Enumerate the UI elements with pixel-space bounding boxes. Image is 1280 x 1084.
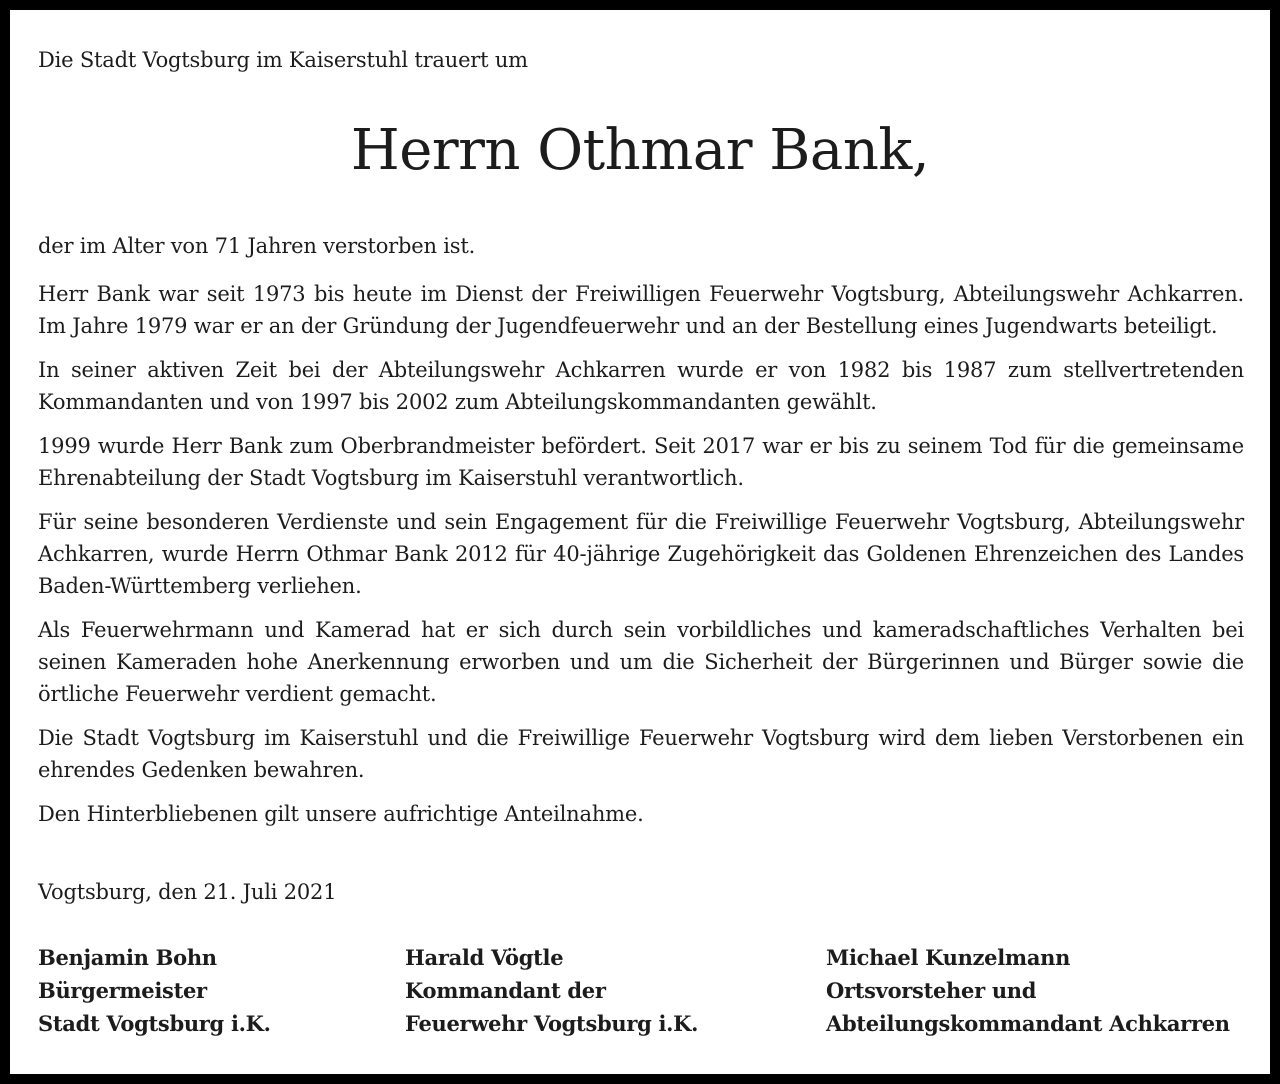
paragraph-remembrance: Die Stadt Vogtsburg im Kaiserstuhl und die Freiwillige Feuerwehr Vogtsburg wird dem lieben Verstorbenen ein ehrendes Gedenken bewahren. [38,726,1244,782]
signature-block [10,941,1270,1051]
place-date-line: Vogtsburg, den 21. Juli 2021 [38,880,337,904]
obituary-notice [10,10,1270,1074]
signatory-org: Stadt Vogtsburg i.K. [38,1011,271,1036]
signatory-role: Kommandant der [405,978,606,1003]
deceased-name: Herrn Othmar Bank, [350,118,930,183]
obituary-body [38,230,1244,842]
paragraph-age: der im Alter von 71 Jahren verstorben ist. [38,234,476,258]
paragraph-honors: Für seine besonderen Verdienste und sein Engagement für die Freiwillige Feuerwehr Vogtsburg, Abteilungswehr Achkarren, wurde Herrn Othmar Bank 2012 für 40-jährige Zugehörigkeit das Goldenen Ehrenzeichen des Landes Baden-Württemberg verliehen. [38,510,1244,598]
signatory-role: Bürgermeister [38,978,207,1003]
paragraph-active-time: In seiner aktiven Zeit bei der Abteilungswehr Achkarren wurde er von 1982 bis 1987 zum stellvertretenden Kommandanten und von 1997 bis 2002 zum Abteilungskommandanten gewählt. [38,358,1244,414]
signatory-role: Ortsvorsteher und [826,978,1037,1003]
paragraph-comrade: Als Feuerwehrmann und Kamerad hat er sich durch sein vorbildliches und kameradschaftliches Verhalten bei seinen Kameraden hohe Anerkennung erworben und um die Sicherheit der Bürgerinnen und Bürger sowie die örtliche Feuerwehr verdient gemacht. [38,618,1244,706]
signatory-commander [405,941,698,1040]
paragraph-condolence: Den Hinterbliebenen gilt unsere aufrichtige Anteilnahme. [38,802,644,826]
signatory-org: Abteilungskommandant Achkarren [826,1011,1230,1036]
signatory-name: Michael Kunzelmann [826,945,1071,970]
signatory-name: Harald Vögtle [405,945,564,970]
signatory-org: Feuerwehr Vogtsburg i.K. [405,1011,699,1036]
signatory-mayor [38,941,271,1040]
signatory-local-head [826,941,1230,1040]
paragraph-service: Herr Bank war seit 1973 bis heute im Dienst der Freiwilligen Feuerwehr Vogtsburg, Abteilungswehr Achkarren. Im Jahre 1979 war er an der Gründung der Jugendfeuerwehr und an der Bestellung eines Jugendwarts beteiligt. [38,282,1244,338]
signatory-name: Benjamin Bohn [38,945,217,970]
paragraph-promotion: 1999 wurde Herr Bank zum Oberbrandmeister befördert. Seit 2017 war er bis zu seinem Tod für die gemeinsame Ehrenabteilung der Stadt Vogtsburg im Kaiserstuhl verantwortlich. [38,434,1244,490]
intro-line: Die Stadt Vogtsburg im Kaiserstuhl trauert um [38,48,528,72]
